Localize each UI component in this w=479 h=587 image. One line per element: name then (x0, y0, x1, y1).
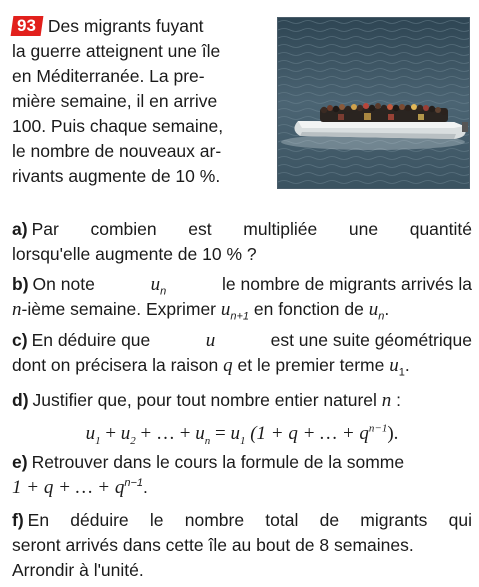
question-b (12, 272, 472, 322)
intro-line-3: en Méditerranée. La pre- (12, 66, 205, 86)
var-u-next: u (220, 299, 231, 320)
var-u-n: u (368, 299, 379, 320)
question-d-colon: : (391, 390, 402, 410)
question-f-text-2: seront arrivés dans cette île au bout de 8 semaines. (12, 535, 414, 555)
subscript-1: 1 (398, 366, 405, 379)
question-a-label: a) (12, 219, 28, 239)
question-b-text-2: le nombre de migrants arrivés la (222, 274, 472, 294)
geom-sum-exp: n−1 (124, 477, 144, 490)
question-e-text-1: Retrouver dans le cours la formule de la somme (31, 452, 405, 472)
question-f-text-3: Arrondir à l'unité. (12, 560, 144, 580)
question-a-text-1: Par combien est multipliée une quantité (31, 219, 472, 239)
var-u-c: u (205, 330, 216, 351)
subscript-n-2: n (378, 310, 385, 323)
f-eq: = (210, 423, 231, 444)
intro-line-7: rivants augmente de 10 %. (12, 166, 221, 186)
f-u2: u (120, 423, 131, 444)
intro-line-1: 93 Des migrants fuyant (12, 14, 274, 39)
f-un: u (195, 423, 205, 444)
question-d-label: d) (12, 390, 29, 410)
question-c-line-2 (12, 353, 472, 378)
f-exp: n−1 (368, 422, 388, 435)
f-sn: n (204, 434, 211, 447)
var-u: u (150, 274, 161, 295)
var-u1: u (389, 355, 399, 376)
question-c-text-4: et le premier terme (237, 355, 385, 375)
f-s2: 2 (130, 434, 136, 447)
question-f-line-1 (12, 508, 472, 533)
question-c-text-1: En déduire que (31, 330, 151, 350)
question-b-line-2 (12, 297, 472, 322)
question-e-line-1 (12, 450, 472, 475)
question-e-label: e) (12, 452, 28, 472)
question-e-period: . (143, 477, 148, 497)
f-rest: (1 + q + … + q (245, 423, 369, 444)
question-a-line-1 (12, 217, 472, 242)
boat-image-icon (278, 18, 470, 189)
intro-line-2: la guerre atteignent une île (12, 41, 221, 61)
intro-line-5: 100. Puis chaque semaine, (12, 116, 224, 136)
question-c-period: . (404, 355, 410, 375)
f-s1: 1 (95, 434, 101, 447)
question-f-label: f) (12, 510, 24, 530)
f-u1: u (85, 423, 96, 444)
question-c-text-3: dont on précisera la raison (12, 355, 219, 375)
sum-formula (12, 421, 472, 446)
question-b-label: b) (12, 274, 29, 294)
exercise-intro (12, 14, 274, 189)
geom-sum-formula: 1 + q + … + q (12, 477, 125, 498)
question-b-period: . (384, 299, 390, 319)
question-b-text-3: -ième semaine. Exprimer (21, 299, 216, 319)
question-f-text-1: En déduire le nombre total de migrants qui (27, 510, 472, 530)
intro-line-4: mière semaine, il en arrive (12, 91, 218, 111)
question-a-text-2: lorsqu'elle augmente de 10 % ? (12, 244, 257, 264)
question-d-line-1 (12, 388, 472, 413)
question-e-line-2 (12, 475, 472, 500)
f-plus2: + … + (135, 423, 196, 444)
question-a (12, 217, 472, 267)
question-c-label: c) (12, 330, 28, 350)
f-plus1: + (100, 423, 121, 444)
var-q: q (223, 355, 233, 376)
intro-line-6: le nombre de nouveaux ar- (12, 141, 222, 161)
f-u3: u (230, 423, 240, 444)
question-f (12, 508, 472, 583)
f-end: ). (387, 423, 399, 444)
question-b-line-1 (12, 272, 472, 297)
subscript-n-plus-1: n+1 (230, 310, 250, 323)
question-c-text-2: est une suite géométrique (270, 330, 472, 350)
subscript-n: n (160, 285, 167, 298)
question-e (12, 450, 472, 500)
question-b-text-1: On note (32, 274, 95, 294)
question-d (12, 388, 472, 446)
question-b-text-4: en fonction de (253, 299, 364, 319)
migrant-boat-photo (277, 17, 470, 189)
exercise-number-badge: 93 (11, 16, 44, 36)
question-c-line-1 (12, 328, 472, 353)
var-n-d: n (381, 390, 392, 411)
question-d-text: Justifier que, pour tout nombre entier naturel (32, 390, 377, 410)
question-c (12, 328, 472, 378)
f-s3: 1 (239, 434, 246, 447)
var-n: n (12, 299, 22, 320)
